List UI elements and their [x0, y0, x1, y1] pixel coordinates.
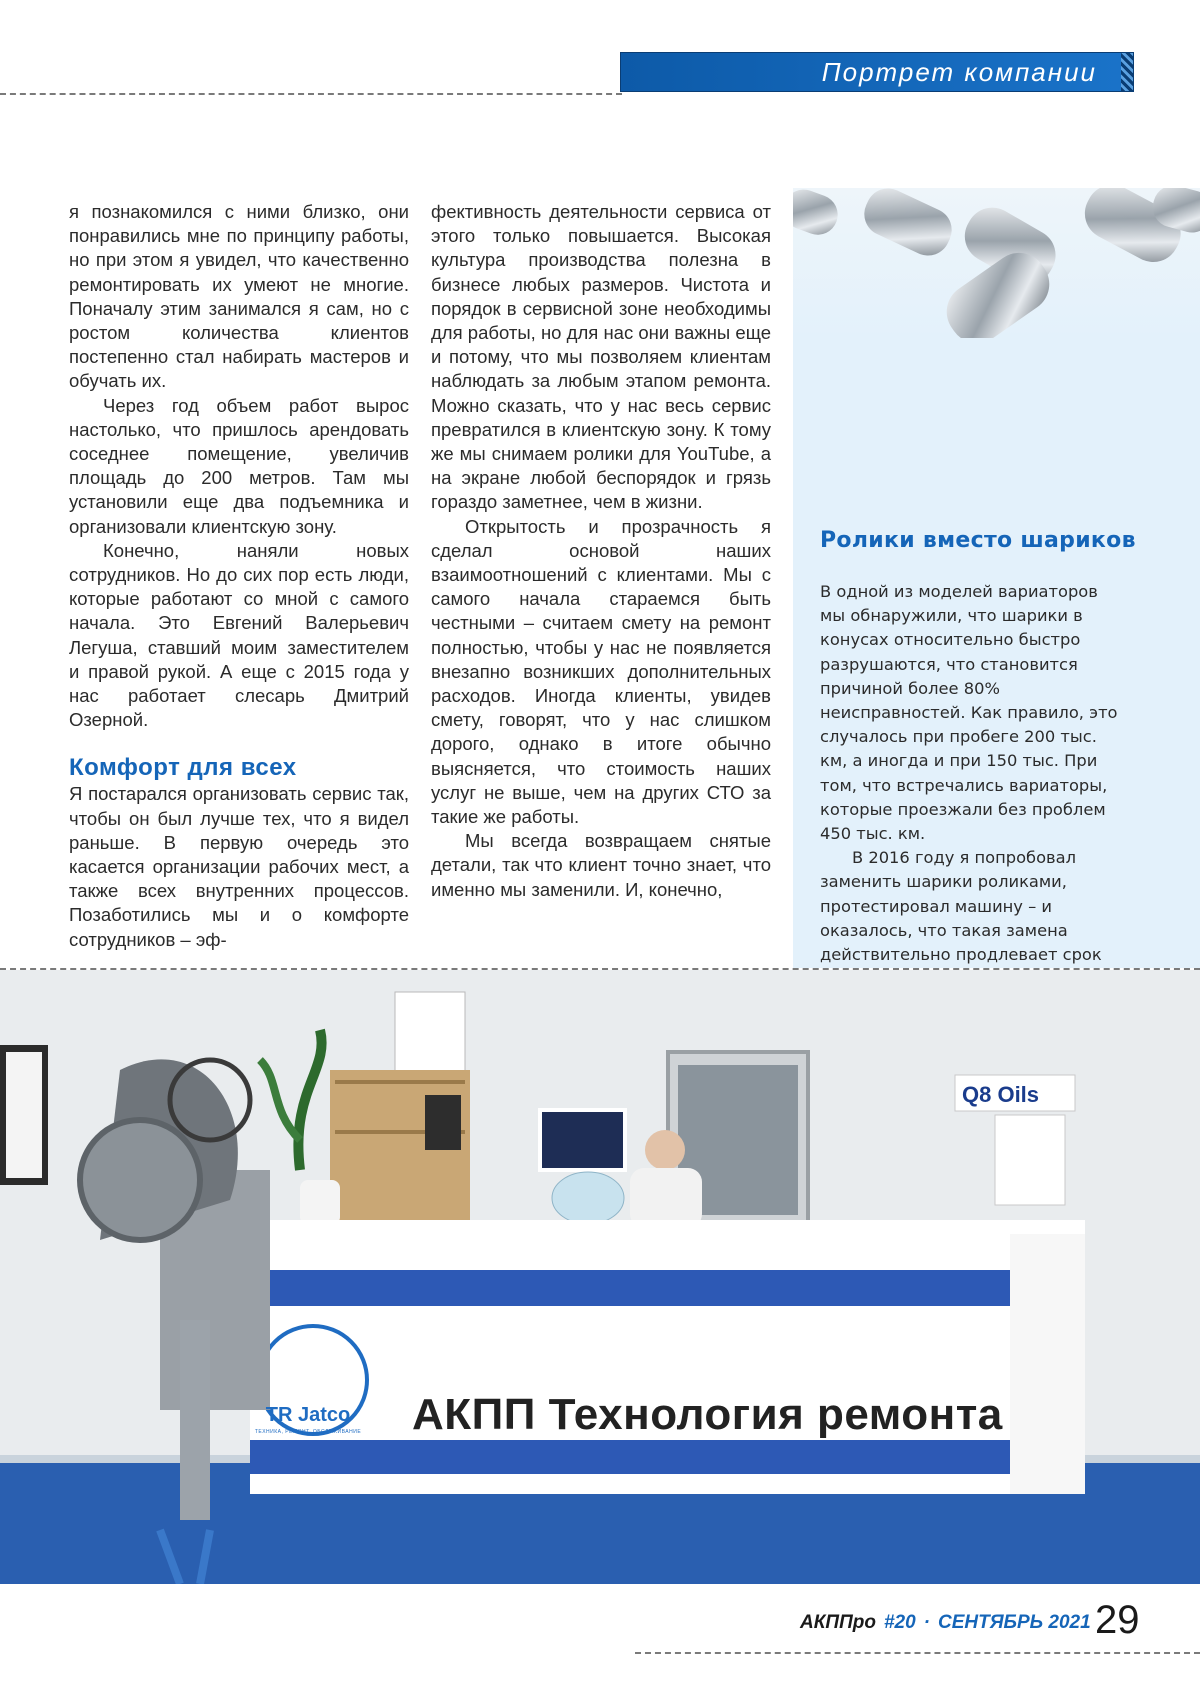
top-rule	[0, 93, 622, 95]
tr-jatco-logo-tagline: ТЕХНИКА, РЕМОНТ, ОБСЛУЖИВАНИЕ	[254, 1429, 362, 1435]
header-hatch	[1121, 53, 1133, 91]
section-title: Портрет компании	[821, 56, 1097, 87]
rollers-image	[793, 188, 1200, 338]
footer-separator: ·	[923, 1612, 930, 1633]
paragraph: Конечно, наняли новых сотрудников. Но до сих пор есть люди, которые работают со мной с самого начала. Это Евгений Валерьевич Легуша, ставший моим заместителем и правой рукой. А еще с 2015 года у нас работает слесарь Дмитрий Озерной.	[69, 539, 409, 731]
sidebar-box	[793, 188, 1200, 968]
paragraph: я познакомился с ними близко, они понравились мне по принципу работы, но при этом я увидел, что качественно ремонтировать их умеют не многие. Поначалу этим занимался я сам, но с ростом количества клиентов постепенно стал набирать мастеров и обучать их.	[69, 201, 409, 392]
paragraph-text: В 2016 году я попробовал заменить шарики роликами, протестировал машину – и оказалось, что такая замена действительно продлевает срок	[820, 848, 1102, 965]
issue-date: СЕНТЯБРЬ 2021	[937, 1612, 1091, 1633]
paragraph: Через год объем работ вырос настолько, что пришлось арендовать соседнее помещение, увеличив площадь до 200 метров. Там мы установили еще два подъемника и организовали клиентскую зону.	[69, 394, 409, 537]
tr-jatco-logo-text: TR Jatco	[265, 1404, 351, 1426]
q8-oils-sign: Q8 Oils	[962, 1082, 1040, 1107]
issue-number: #20	[883, 1612, 916, 1633]
article-column-2	[431, 200, 771, 902]
paragraph: Мы всегда возвращаем снятые детали, так что клиент точно знает, что именно мы заменили. И, конечно,	[431, 830, 771, 900]
section-header	[620, 52, 1134, 92]
sidebar-title: Ролики вместо шариков	[820, 528, 1136, 553]
reception-photo	[0, 970, 1200, 1584]
counter-sign: АКПП Технология ремонта	[412, 1390, 1003, 1439]
page-number: 29	[1095, 1598, 1140, 1642]
article-column-1	[69, 200, 409, 952]
sidebar-body	[820, 580, 1120, 968]
footer-rule	[635, 1652, 1200, 1654]
paragraph: Открытость и прозрачность я сделал основой наших взаимоотношений с клиентами. Мы с самого начала стараемся быть честными – считаем смету на ремонт полностью, чтобы у нас не появляется внезапно возникших дополнительных расходов. Иногда клиенты, увидев смету, говорят, что у нас слишком дорого, однако в итоге обычно выясняется, что стоимость наших услуг не выше, чем на других СТО за такие же работы.	[431, 515, 771, 828]
magazine-name: АКППро	[800, 1612, 876, 1633]
paragraph	[820, 846, 1120, 968]
footer-credit	[800, 1612, 1091, 1634]
paragraph: фективность деятельности сервиса от этого только повышается. Высокая культура производства полезна в бизнесе любых размеров. Чистота и порядок в сервисной зоне необходимы для работы, но для нас они важны еще и потому, что мы позволяем клиентам наблюдать за любым этапом ремонта. Можно сказать, что у нас весь сервис превратился в клиентскую зону. К тому же мы снимаем ролики для YouTube, а на экране любой беспорядок и грязь гораздо заметнее, чем в жизни.	[431, 201, 771, 513]
paragraph: Я постарался организовать сервис так, чтобы он был лучше тех, что я видел раньше. В первую очередь это касается организации рабочих мест, а также всех внутренних процессов. Позаботились мы и о комфорте сотрудников – эф-	[69, 783, 409, 950]
paragraph: В одной из моделей вариаторов мы обнаружили, что шарики в конусах относительно быстро разрушаются, что становится причиной более 80% неисправностей. Как правило, это случалось при пробеге 200 тыс. км, а иногда и при 150 тыс. При том, что встречались вариаторы, которые проезжали без проблем 450 тыс. км.	[820, 582, 1118, 844]
subheading: Комфорт для всех	[69, 754, 297, 782]
